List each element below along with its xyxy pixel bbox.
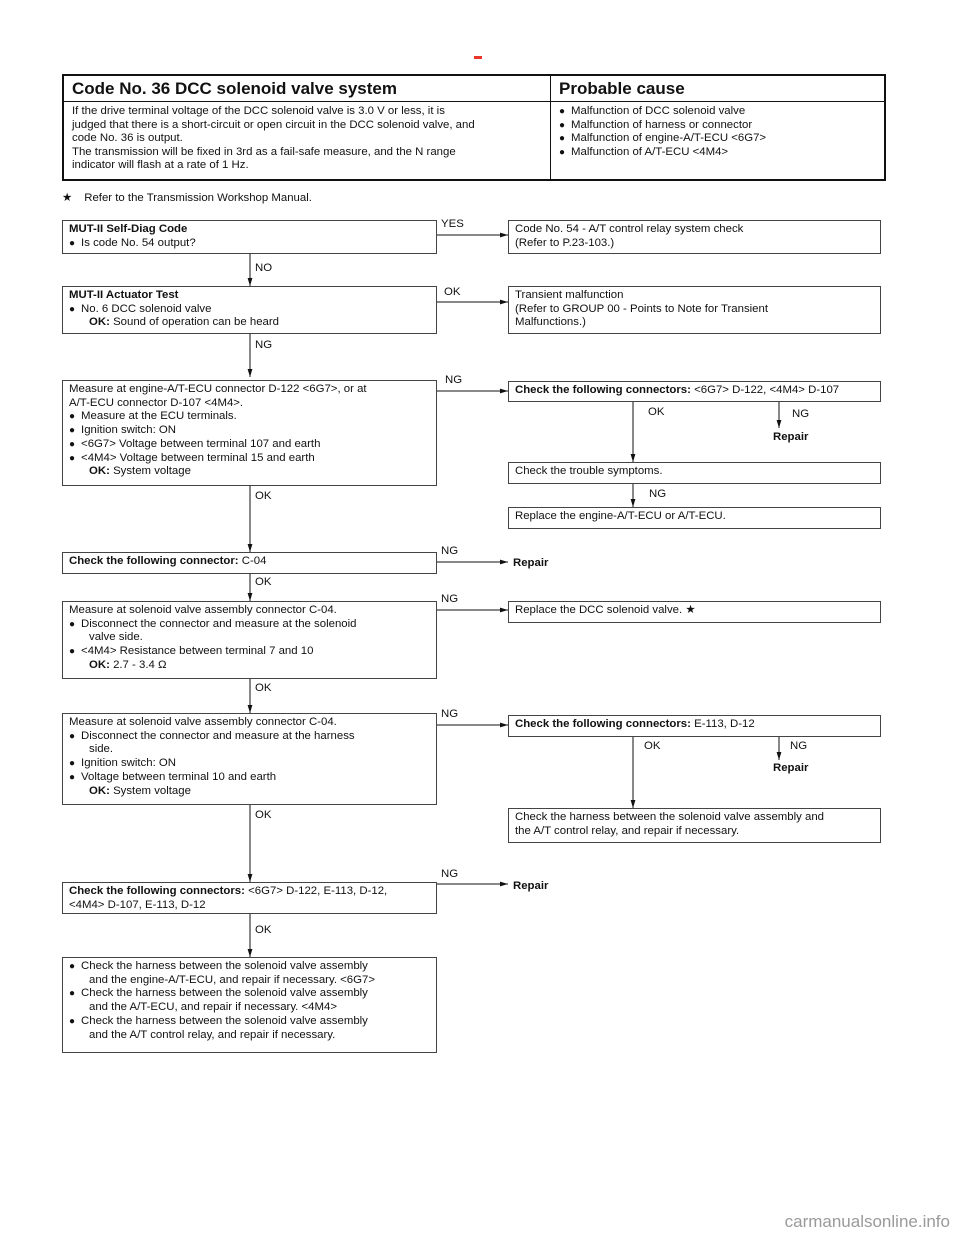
ng-label: NG <box>790 740 808 752</box>
ng-label: NG <box>792 408 810 420</box>
yes-label: YES <box>441 218 464 230</box>
reference-note: ★ Refer to the Transmission Workshop Manual. <box>62 192 312 204</box>
result-code54-box: Code No. 54 - A/T control relay system check (Refer to P.23-103.) <box>508 220 881 254</box>
check-connector-c04-box: Check the following connector: C-04 <box>62 552 437 574</box>
repair-label: Repair <box>773 762 809 774</box>
ok-label: OK <box>644 740 661 752</box>
ng-label: NG <box>441 593 459 605</box>
result-transient-box: Transient malfunction (Refer to GROUP 00 - Points to Note for Transient Malfunctions.) <box>508 286 881 334</box>
step-self-diag-box: MUT-II Self-Diag Code ● Is code No. 54 output? <box>62 220 437 254</box>
cause-item: ● Malfunction of DCC solenoid valve <box>559 105 746 117</box>
replace-solenoid-box: Replace the DCC solenoid valve. ★ <box>508 601 881 623</box>
probable-cause-title: Probable cause <box>551 75 886 102</box>
ng-label: NG <box>255 339 273 351</box>
ok-label: OK <box>255 924 272 936</box>
ok-label: OK <box>255 576 272 588</box>
ng-label: NG <box>441 868 459 880</box>
check-connectors-e113-box: Check the following connectors: E-113, D-12 <box>508 715 881 737</box>
check-connectors-ecu-box: Check the following connectors: <6G7> D-122, <4M4> D-107 <box>508 381 881 402</box>
star-icon: ★ <box>685 604 696 616</box>
ok-label: OK <box>255 490 272 502</box>
star-icon: ★ <box>62 192 73 204</box>
repair-label: Repair <box>773 431 809 443</box>
ng-label: NG <box>441 545 459 557</box>
ok-label: OK <box>255 682 272 694</box>
code-description: If the drive terminal voltage of the DCC solenoid valve is 3.0 V or less, it is judged that there is a short-circuit or open circuit in the DCC solenoid valve, and code No. 36 is output. The transmission will be fixed in 3rd as a fail-safe measure, and the N range indicator will flash at a rate of 1 Hz. <box>63 102 551 180</box>
ng-label: NG <box>441 708 459 720</box>
no-label: NO <box>255 262 273 274</box>
step-actuator-test-box: MUT-II Actuator Test ● No. 6 DCC solenoid valve OK: Sound of operation can be heard <box>62 286 437 334</box>
watermark: carmanualsonline.info <box>784 1212 950 1231</box>
repair-label: Repair <box>513 557 549 569</box>
code-title: Code No. 36 DCC solenoid valve system <box>63 75 551 102</box>
cause-item: ● Malfunction of A/T-ECU <4M4> <box>559 145 729 158</box>
step-resistance-measure-box: Measure at solenoid valve assembly connector C-04. ● Disconnect the connector and measure at the solenoid valve side. ● <4M4> Resistance between terminal 7 and 10 OK: 2.7 - 3.4 Ω <box>62 601 437 679</box>
cause-item: ● Malfunction of harness or connector <box>559 118 753 131</box>
step-voltage-measure-box: Measure at solenoid valve assembly connector C-04. ● Disconnect the connector and measure at the harness side. ● Ignition switch: ON ● Voltage between terminal 10 and earth OK: System voltage <box>62 713 437 805</box>
step-measure-ecu-box: Measure at engine-A/T-ECU connector D-122 <6G7>, or at A/T-ECU connector D-107 <4M4>. ● Measure at the ECU terminals. ● Ignition switch: ON ● <6G7> Voltage between terminal 107 and earth ● <4M4> Voltage between terminal 15 and earth OK: System voltage <box>62 380 437 486</box>
check-trouble-symptoms-box: Check the trouble symptoms. <box>508 462 881 484</box>
ok-label: OK <box>648 406 665 418</box>
ok-label: OK <box>444 286 461 298</box>
check-harness-final-box: ● Check the harness between the solenoid valve assembly and the engine-A/T-ECU, and repair if necessary. <6G7> ● Check the harness between the solenoid valve assembly and the A/T-ECU, and repair if necessary. <4M4> ● Check the harness between the solenoid valve assembly and the A/T control relay, and repair if necessary. <box>62 957 437 1053</box>
repair-label: Repair <box>513 880 549 892</box>
replace-ecu-box: Replace the engine-A/T-ECU or A/T-ECU. <box>508 507 881 529</box>
cause-item: ● Malfunction of engine-A/T-ECU <6G7> <box>559 132 767 145</box>
ok-label: OK <box>255 809 272 821</box>
ng-label: NG <box>649 488 667 500</box>
check-connectors-final-box: Check the following connectors: <6G7> D-122, E-113, D-12, <4M4> D-107, E-113, D-12 <box>62 882 437 914</box>
ng-label: NG <box>445 374 463 386</box>
check-harness-relay-box: Check the harness between the solenoid valve assembly and the A/T control relay, and repair if necessary. <box>508 808 881 843</box>
